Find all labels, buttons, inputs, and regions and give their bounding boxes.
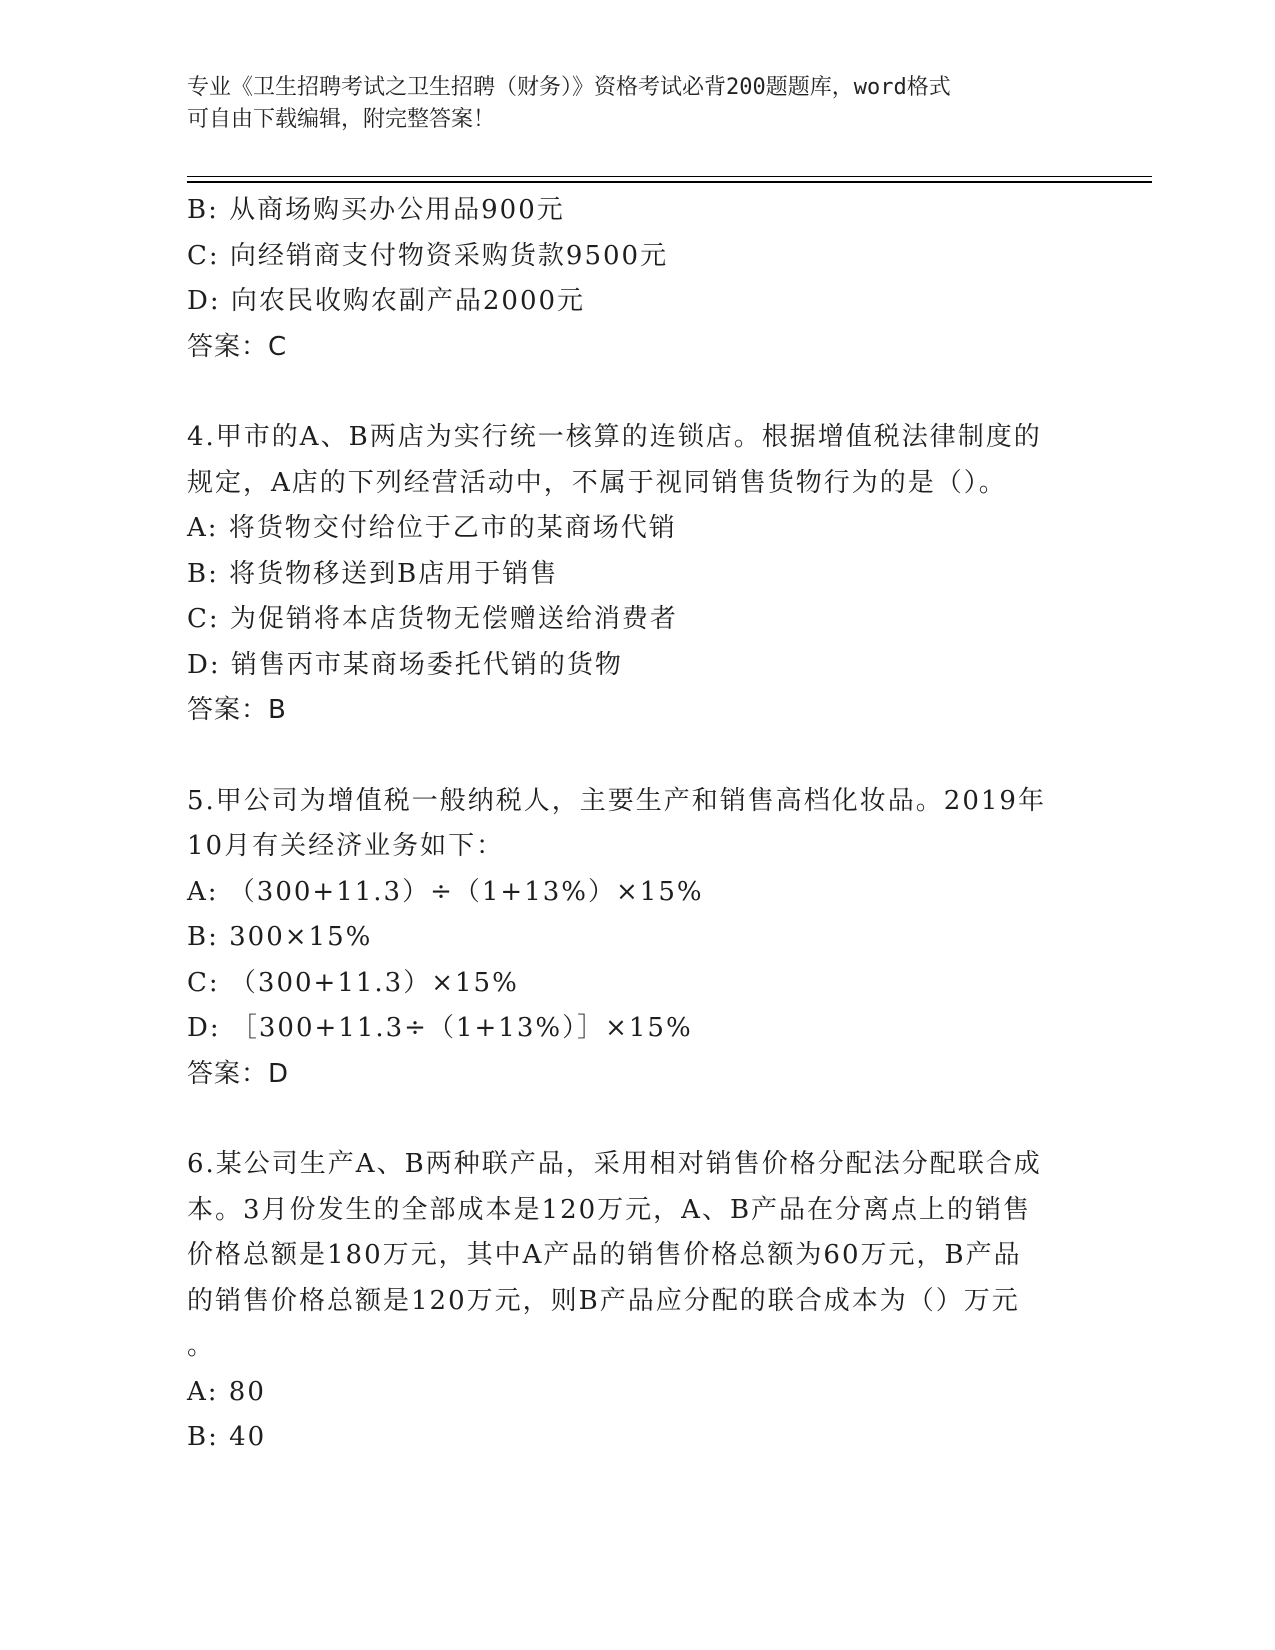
question-stem-line: 本。3月份发生的全部成本是120万元，A、B产品在分离点上的销售 [187,1194,1032,1225]
option-a: A: 80 [187,1376,266,1407]
option-b: B: 40 [187,1422,267,1452]
question-3 [187,188,1087,370]
answer-line: 答案：C [187,331,288,362]
header-divider-thin [187,176,1152,177]
spacer [187,1097,1087,1142]
spacer [187,734,1087,779]
option-b: B: 300×15% [187,922,373,952]
question-stem-line: 价格总额是180万元，其中A产品的销售价格总额为60万元，B产品 [187,1240,1022,1270]
header-title-line-2: 可自由下载编辑，附完整答案！ [187,107,496,132]
question-6 [187,1142,1087,1461]
question-stem-line: 10月有关经济业务如下： [187,831,505,861]
header-title-line-1: 专业《卫生招聘考试之卫生招聘（财务）》资格考试必背200题题库，word格式 [187,75,951,100]
header-divider-thick [187,181,1152,183]
answer-line: 答案：D [187,1058,290,1089]
question-stem-line: 。 [187,1331,216,1361]
option-c: C: （300+11.3）×15% [187,967,519,998]
option-c: C: 向经销商支付物资采购货款9500元 [187,240,669,271]
option-c: C: 为促销将本店货物无偿赠送给消费者 [187,604,678,634]
option-d: D: 向农民收购农副产品2000元 [187,286,586,316]
option-a: A: 将货物交付给位于乙市的某商场代销 [187,513,677,543]
question-stem-line: 规定，A店的下列经营活动中，不属于视同销售货物行为的是（）。 [187,467,1007,498]
option-b: B: 从商场购买办公用品900元 [187,195,565,225]
question-4 [187,415,1087,734]
question-stem-line: 的销售价格总额是120万元，则B产品应分配的联合成本为（）万元 [187,1285,1020,1316]
question-stem-line: 4.甲市的A、B两店为实行统一核算的连锁店。根据增值税法律制度的 [187,422,1042,452]
spacer [187,370,1087,415]
document-header [187,72,1067,136]
question-stem-line: 5.甲公司为增值税一般纳税人，主要生产和销售高档化妆品。2019年 [187,785,1046,816]
question-stem-line: 6.某公司生产A、B两种联产品，采用相对销售价格分配法分配联合成 [187,1149,1042,1179]
question-content [187,188,1087,1461]
option-b: B: 将货物移送到B店用于销售 [187,558,559,589]
option-a: A: （300+11.3）÷（1+13%）×15% [187,876,704,907]
option-d: D: ［300+11.3÷（1+13%）］×15% [187,1013,693,1043]
question-5 [187,779,1087,1098]
answer-line: 答案：B [187,695,287,725]
option-d: D: 销售丙市某商场委托代销的货物 [187,649,623,680]
